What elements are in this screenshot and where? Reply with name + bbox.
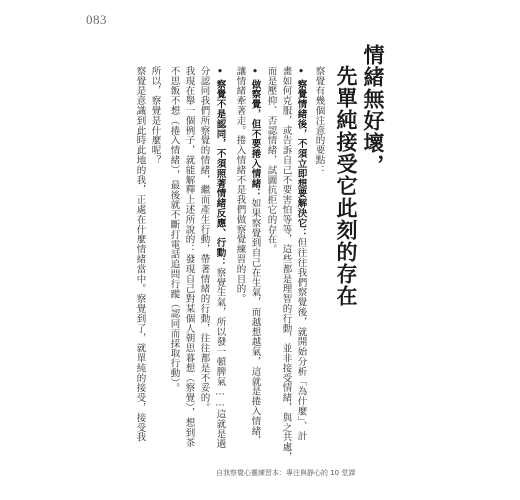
paragraph-line — [314, 66, 324, 436]
bold-lead-text: 察覺情緒後，不須立即想要解決它： — [295, 79, 307, 238]
paragraph-line — [249, 66, 261, 446]
bullet-marker: • — [214, 66, 226, 78]
paragraph-text: 察覺生氣，所以發一頓脾氣……這就是過 — [214, 267, 226, 449]
bullet-marker: • — [249, 66, 261, 78]
running-footer: 自我察覺心靈練習本：專注與靜心的 10 堂課 — [216, 469, 356, 477]
paragraph-text: 我現在舉一個例子，就能解釋上述所說的：發現自己對某個人朝思暮想（察覺），想到茶 — [183, 66, 195, 448]
paragraph-text: 不思飯不想（捲入情緒），最後就不斷打電話追問行蹤（認同而採取行動）。 — [168, 66, 180, 394]
bold-lead-text: 做察覺，但不要捲入情緒： — [249, 79, 261, 199]
paragraph-text: 畫如何克服，或告訴自己不要害怕等等，這些都是理智的行動，並非接受情緒，與之共處， — [280, 66, 292, 462]
bullet-marker: • — [295, 66, 307, 78]
paragraph-text: 讓情緒牽著走。捲入情緒不是我們做察覺練習的目的。 — [234, 66, 246, 304]
paragraph-line — [150, 66, 160, 436]
paragraph-text: 所以，察覺是什麼呢？ — [149, 66, 161, 165]
bold-lead-text: 察覺不是認同，不須照著情緒反應、行動： — [214, 79, 226, 268]
paragraph-line — [134, 66, 146, 443]
paragraph-text: 分認同我們所察覺的情緒，繼而產生行動，帶著情緒的行動，往往都是不妥的。 — [198, 66, 210, 413]
paragraph-line — [169, 66, 179, 436]
paragraph-line — [183, 66, 195, 448]
paragraph-line — [280, 66, 292, 462]
chapter-title-line-1: 情緒無好壞， — [361, 44, 385, 176]
paragraph-text: 察覺是意識到此時此地的我，正處在什麼情緒當中。察覺到了，就單純的接受，接受我 — [134, 66, 146, 443]
paragraph-line — [235, 66, 245, 436]
paragraph-text: 如果察覺到自己在生氣，而越想越氣，這就是捲入情緒， — [249, 198, 261, 446]
page-number: 083 — [86, 12, 107, 27]
paragraph-text: 但往往我們察覺後，就開始分析「為什麼」、計 — [295, 237, 307, 441]
paragraph-line — [199, 66, 209, 436]
paragraph-line — [214, 66, 226, 449]
paragraph-text: 察覺有幾個注意的要點： — [313, 66, 325, 175]
paragraph-line — [295, 66, 307, 441]
chapter-title-line-2: 先單純接受它此刻的存在 — [334, 65, 358, 307]
paragraph-line — [266, 66, 276, 436]
paragraph-text: 而是壓抑、否認情緒，試圖抗拒它的存在。 — [265, 66, 277, 255]
